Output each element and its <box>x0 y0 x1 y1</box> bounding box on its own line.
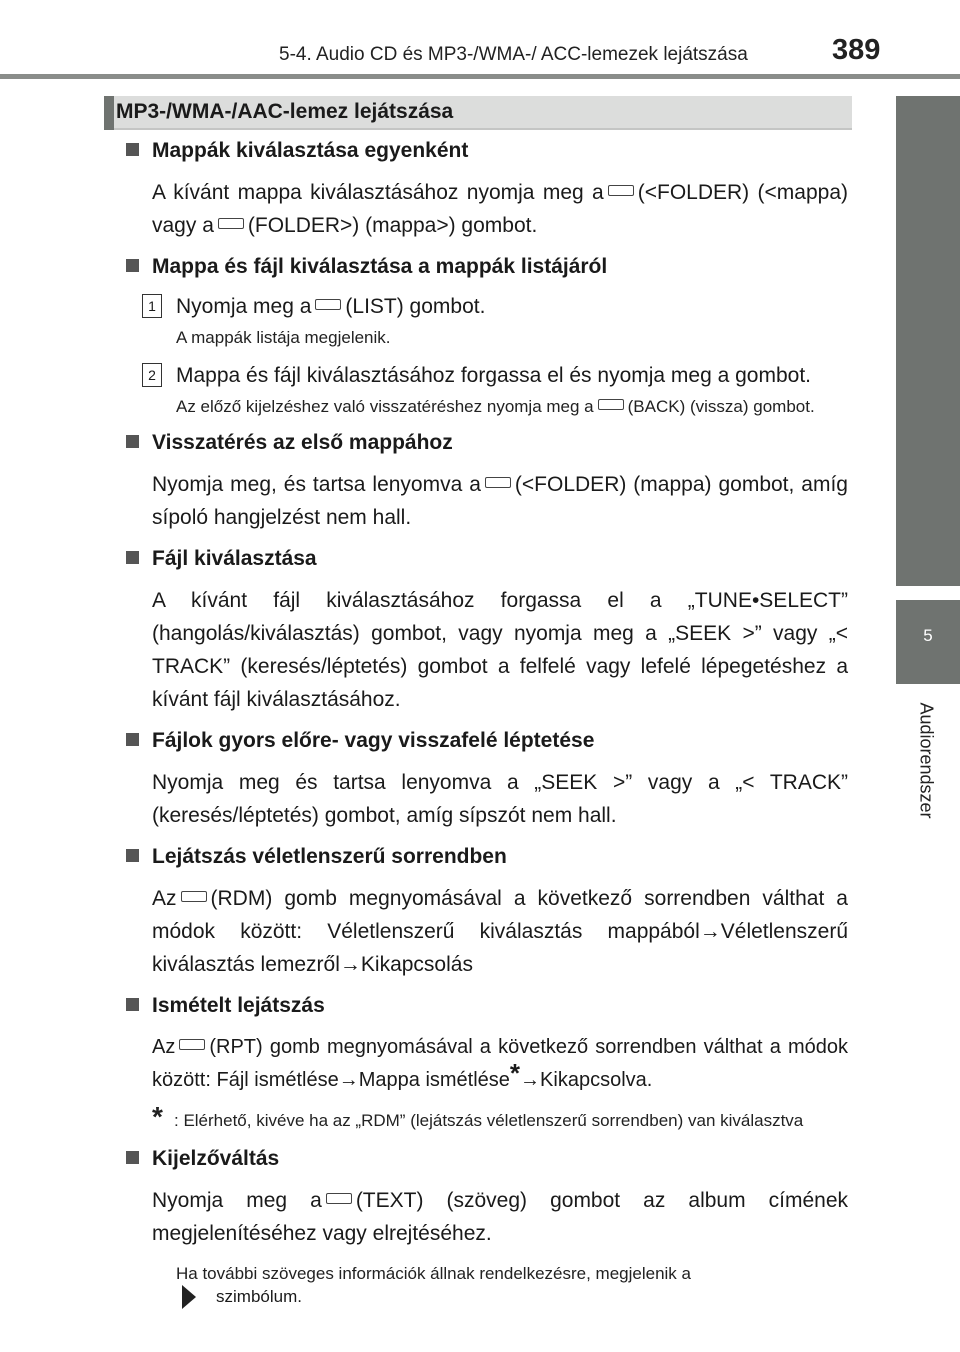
paragraph: A kívánt mappa kiválasztásához nyomja meg a (<FOLDER) (<mappa) vagy a (FOLDER>) (mappa>) gombot. <box>152 181 848 237</box>
paragraph: Az (RPT) gomb megnyomásával a következő sorrendben válthat a módok között: Fájl ismétlése→Mappa ismétlése*→Kikapcsolva. <box>152 1036 848 1091</box>
heading-fast-seek: Fájlok gyors előre- vagy visszafelé léptetése <box>126 728 848 754</box>
square-bullet-icon <box>126 998 139 1011</box>
paragraph: A kívánt fájl kiválasztásához forgassa el a „TUNE•SELECT” (hangolás/kiválasztás) gombot, vagy nyomja meg a „SEEK >” vagy „< TRACK” (keresés/léptetés) gombot a felfelé vagy lefelé lépegetéshez a kívánt fájl kiválasztásához. <box>152 589 848 711</box>
button-icon <box>485 477 511 488</box>
footnote: * : Elérhető, kivéve ha az „RDM” (lejátszás véletlenszerű sorrendben) van kiválasztva <box>152 1101 804 1132</box>
square-bullet-icon <box>126 849 139 862</box>
heading-repeat: Ismételt lejátszás <box>126 993 848 1019</box>
more-text-arrow-icon <box>182 1285 196 1309</box>
note: Ha további szöveges információk állnak rendelkezésre, megjelenik a <box>176 1264 691 1283</box>
square-bullet-icon <box>126 143 139 156</box>
footnote-marker: * <box>509 1058 521 1088</box>
heading-first-folder: Visszatérés az első mappához <box>126 430 848 456</box>
side-tab-bar <box>896 96 960 586</box>
note: A mappák listája megjelenik. <box>176 328 391 347</box>
square-bullet-icon <box>126 1151 139 1164</box>
button-icon <box>179 1039 205 1050</box>
button-icon <box>315 299 341 310</box>
page-number: 389 <box>832 34 881 66</box>
heading-file-select: Fájl kiválasztása <box>126 546 848 572</box>
heading-random: Lejátszás véletlenszerű sorrendben <box>126 844 848 870</box>
running-header: 5-4. Audio CD és MP3-/WMA-/ ACC-lemezek lejátszása <box>279 44 748 65</box>
button-icon <box>598 399 624 410</box>
heading-folder-select: Mappák kiválasztása egyenként <box>126 138 848 164</box>
heading-folder-list: Mappa és fájl kiválasztása a mappák listájáról <box>126 254 848 280</box>
square-bullet-icon <box>126 435 139 448</box>
paragraph: Nyomja meg és tartsa lenyomva a „SEEK >” vagy a „< TRACK” (keresés/léptetés) gombot, amíg sípszót nem hall. <box>152 771 848 827</box>
chapter-number: 5 <box>923 626 933 645</box>
square-bullet-icon <box>126 733 139 746</box>
section-header <box>104 96 852 130</box>
section-marker <box>104 96 114 130</box>
page-content <box>126 138 848 1313</box>
heading-display: Kijelzőváltás <box>126 1146 848 1172</box>
step-number: 2 <box>142 363 162 387</box>
step-2: 2 Mappa és fájl kiválasztásához forgassa el és nyomja meg a gombot. <box>126 361 848 391</box>
button-icon <box>181 891 207 902</box>
paragraph: Nyomja meg, és tartsa lenyomva a (<FOLDER) (mappa) gombot, amíg sípoló hangjelzést nem hall. <box>152 473 848 529</box>
paragraph: Az (RDM) gomb megnyomásával a következő sorrendben válthat a módok között: Véletlenszerű kiválasztás mappából→Véletlenszerű kiválasztás lemezről→Kikapcsolás <box>152 887 848 976</box>
button-icon <box>326 1193 352 1204</box>
header-rule <box>0 74 960 79</box>
button-icon <box>218 218 244 229</box>
step-1: 1 Nyomja meg a (LIST) gombot. <box>126 292 848 322</box>
symbol-line: szimbólum. <box>126 1281 848 1313</box>
square-bullet-icon <box>126 259 139 272</box>
square-bullet-icon <box>126 551 139 564</box>
footnote-star: * <box>152 1101 163 1132</box>
note: Az előző kijelzéshez való visszatéréshez nyomja meg a (BACK) (vissza) gombot. <box>176 397 815 416</box>
button-icon <box>608 185 634 196</box>
chapter-label: Audiorendszer <box>916 702 937 819</box>
paragraph: Nyomja meg a (TEXT) (szöveg) gombot az album címének megjelenítéséhez vagy elrejtéséhez. <box>152 1189 848 1245</box>
section-title: MP3-/WMA-/AAC-lemez lejátszása <box>116 100 454 123</box>
step-number: 1 <box>142 294 162 318</box>
